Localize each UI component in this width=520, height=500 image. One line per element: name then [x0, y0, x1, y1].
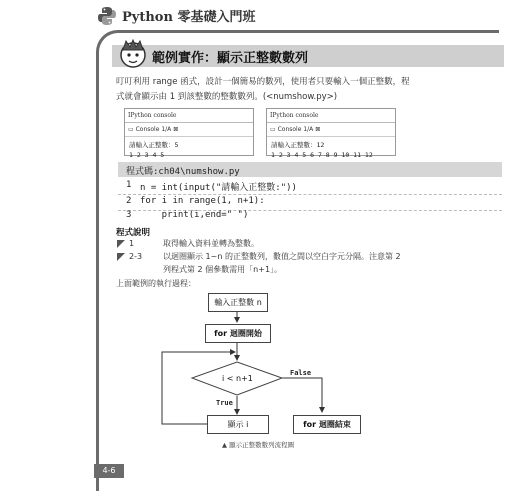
code-line-text: n = int(input("請輸入正整數:"))	[140, 183, 297, 193]
book-title-brand: Python	[122, 10, 173, 25]
flow-display-box: 顯示 i	[207, 415, 269, 434]
close-icon: ⊠	[315, 126, 321, 133]
console-caption: IPython console	[125, 109, 253, 123]
explanation-text-continued: 列程式第 2 個參數需用「n+1」。	[163, 265, 283, 274]
folder-icon: ▭	[270, 126, 276, 133]
flow-false-label: False	[290, 369, 312, 377]
code-line-number: 3	[126, 210, 132, 220]
code-line-text: print(i,end=" ")	[140, 210, 249, 220]
flow-condition-label: i < n+1	[222, 374, 253, 383]
console-output: 1 2 3 4 5 6 7 8 9 10 11 12	[271, 151, 373, 159]
explanation-text: 取得輸入資料並轉為整數。	[163, 239, 259, 248]
flowchart-caption: ▲ 顯示正整數數列流程圖	[222, 441, 295, 449]
flow-loop-start-box: for 迴圈開始	[205, 324, 271, 343]
code-line-text: for i in range(1, n+1):	[140, 196, 265, 206]
section-title: 範例實作：顯示正整數數列	[152, 51, 309, 66]
flow-input-box: 輸入正整數 n	[208, 293, 268, 312]
intro-line-2: 式就會顯示由 1 到該整數的整數數列。(<numshow.py>)	[116, 92, 338, 102]
explanation-title: 程式說明	[116, 228, 151, 238]
explanation-number: 2-3	[129, 252, 143, 261]
close-icon: ⊠	[173, 126, 179, 133]
code-line-number: 2	[126, 196, 132, 206]
explanation-number: 1	[129, 239, 135, 248]
page-number: 4-6	[94, 464, 124, 478]
console-tab-label: Console 1/A	[135, 126, 172, 133]
console-prompt: 請輸入正整數：12	[271, 141, 325, 149]
flow-loop-end-box: for 迴圈結束	[293, 415, 361, 434]
console-tab-label: Console 1/A	[277, 126, 314, 133]
intro-line-1: 叮叮利用 range 函式，設計一個簡易的數列，使用者只要輸入一個正整數，程	[116, 77, 410, 87]
code-filename: 程式碼:ch04\numshow.py	[126, 167, 240, 177]
console-output: 1 2 3 4 5	[129, 151, 165, 159]
flowchart-intro: 上面範例的執行過程：	[116, 279, 196, 288]
code-line-number: 1	[126, 180, 132, 190]
console-caption: IPython console	[267, 109, 395, 123]
folder-icon: ▭	[128, 126, 134, 133]
console-prompt: 請輸入正整數：5	[129, 141, 179, 149]
explanation-text: 以迴圈顯示 1~n 的正整數列，數值之間以空白字元分隔。注意第 2	[163, 252, 401, 261]
book-title-rest: 零基礎入門班	[177, 10, 256, 25]
flow-true-label: True	[216, 399, 233, 407]
